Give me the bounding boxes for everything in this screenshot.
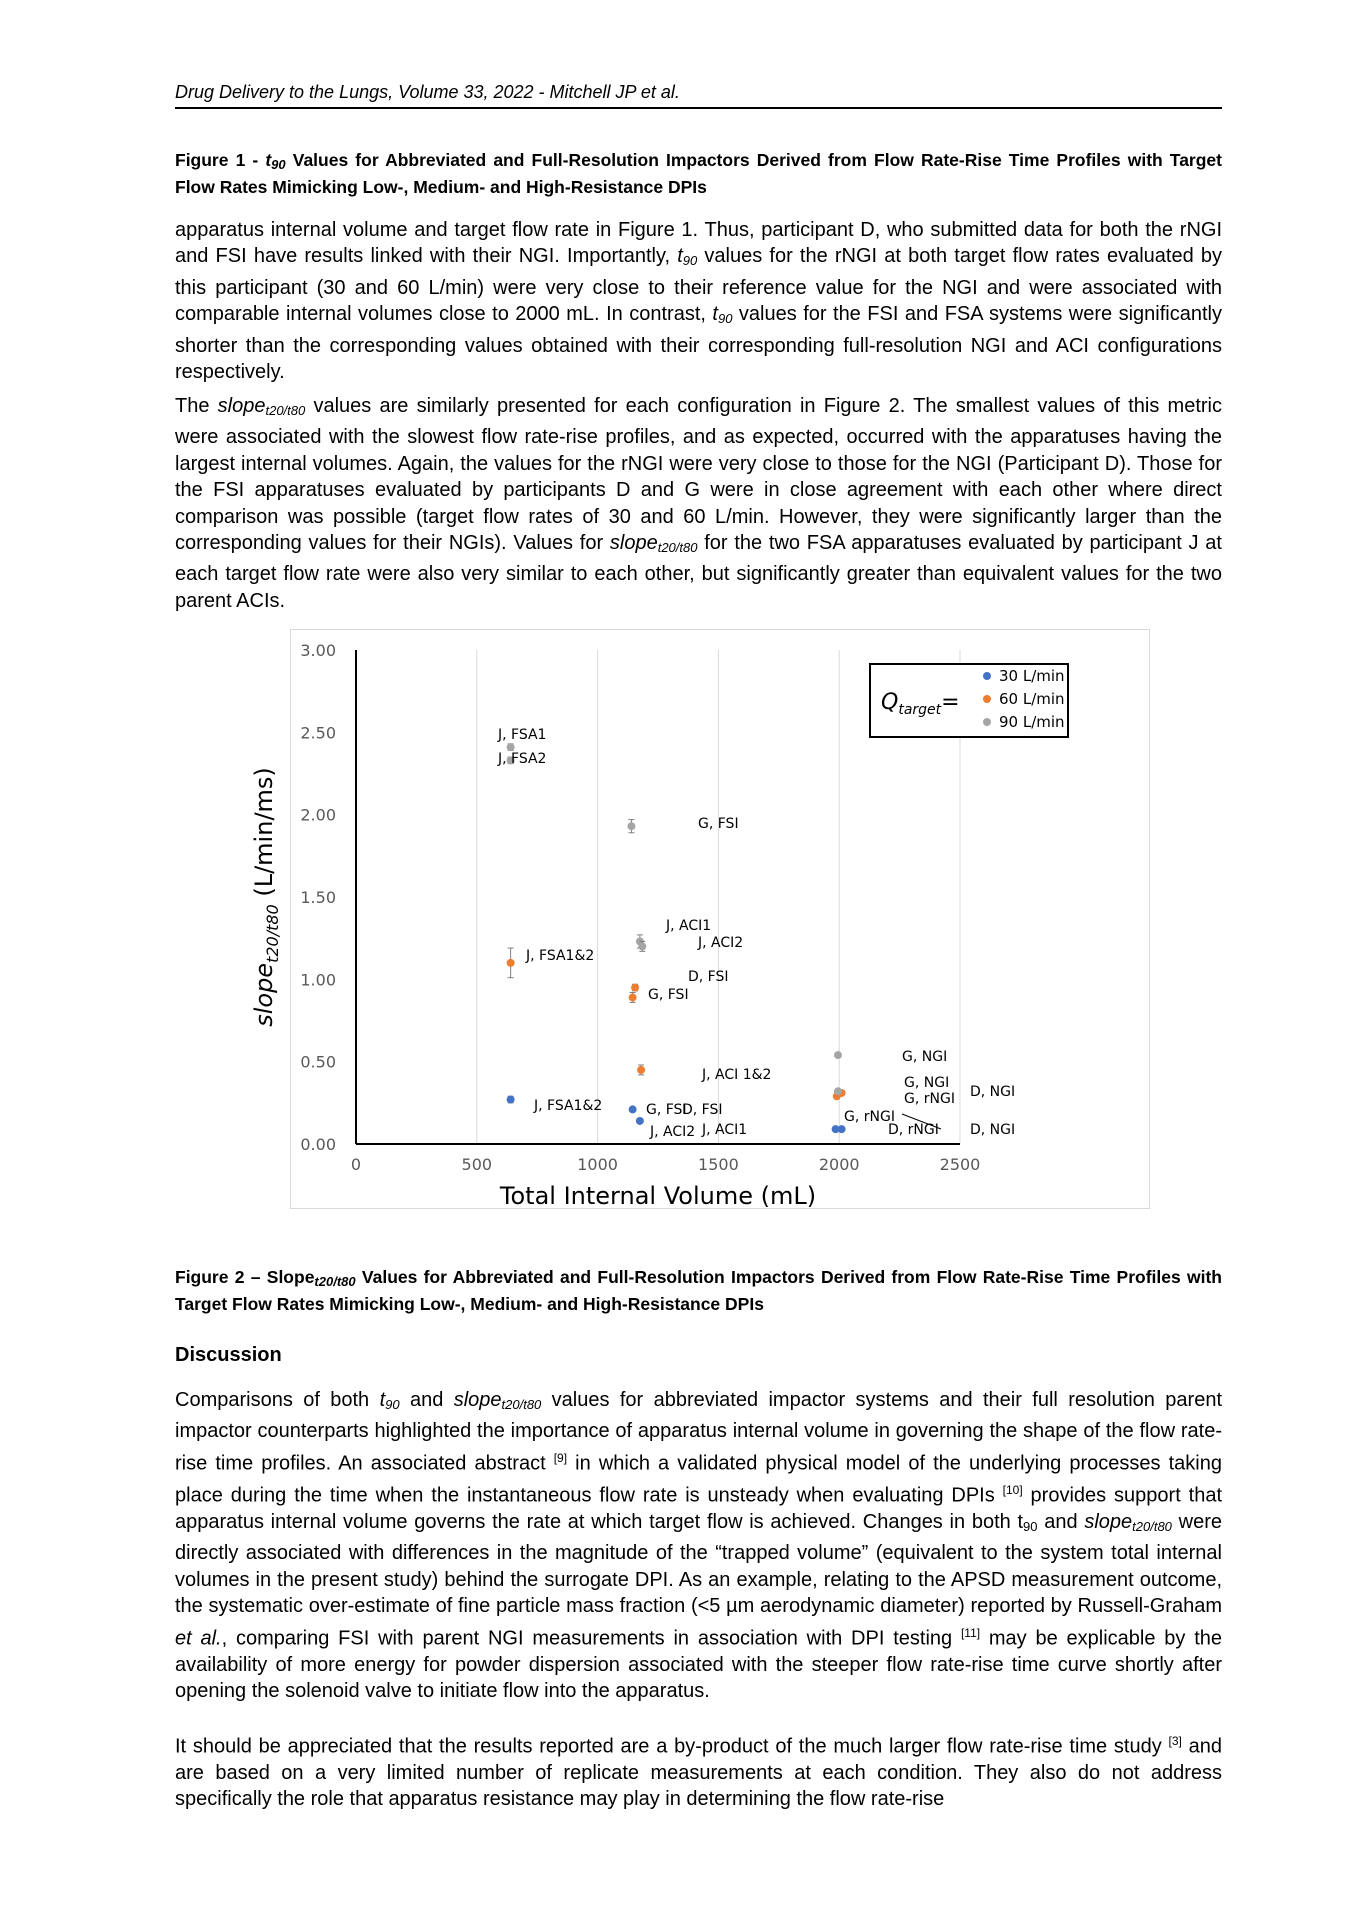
point-label: J, ACI2 — [650, 1124, 696, 1140]
legend-q-eq: = — [941, 690, 960, 715]
x-tick-label: 500 — [461, 1155, 493, 1174]
discussion-paragraph-1: Comparisons of both $t_{90}$ and slope$_{t20/t80}$ values for abbreviated impactor systems and their full resolution parent impactor counterparts highlighted the importance of apparatus internal volume in governing the shape of the flow rate-rise time profiles. An associated abstract [9] in which a validated physical model of the underlying processes taking place during the time when the instantaneous flow rate is unsteady when evaluating DPIs [10] provides support that apparatus internal volume governs the rate at which target flow is achieved. Changes in both $t_{90}$ and slope$_{t20/t80}$ were directly associated with differences in the magnitude of the “trapped volume” (equivalent to the system total internal volumes in the present study) behind the surrogate DPI. As an example, relating to the APSD measurement outcome, the systematic over-estimate of fine particle mass fraction (<5 µm aerodynamic diameter) reported by Russell-Graham et al., comparing FSI with parent NGI measurements in association with DPI testing [11] may be explicable by the availability of more energy for powder dispersion associated with the steeper flow rate-rise time curve shortly after opening the solenoid valve to initiate flow into the apparatus. — [175, 1389, 1223, 1703]
legend-entry-label: 30 L/min — [999, 667, 1065, 685]
caption-symbol: t — [265, 150, 272, 170]
paragraph-2: The slope$_{t20/t80}$ values are similarly presented for each configuration in Figure 2. The smallest values of this metric were associated with the slowest flow rate-rise profiles, and as expected, occurred with the apparatuses having the largest internal volumes. Again, the values for the rNGI were very close to those for the NGI (Participant D). Those for the FSI apparatuses evaluated by participants D and G were in close agreement with each other where direct comparison was possible (target flow rates of 30 and 60 L/min. However, they were significantly larger than the corresponding values for their NGIs). Values for slope$_{t20/t80}$ for the two FSA apparatuses evaluated by participant J at each target flow rate were also very similar to each other, but significantly greater than equivalent values for the two parent ACIs. — [175, 395, 1222, 612]
point-label: J, FSA1&2 — [534, 1098, 603, 1114]
point-label: G, FSI — [648, 987, 689, 1003]
figure1-caption — [175, 149, 1222, 199]
y-tick-label: 0.00 — [300, 1135, 336, 1154]
y-tick-label: 1.00 — [300, 970, 336, 990]
point-label: D, NGI — [970, 1084, 1016, 1100]
data-point — [834, 1087, 842, 1095]
y-axis-label-sub: t20/t80 — [263, 904, 282, 963]
data-point — [638, 942, 646, 950]
point-label: J, ACI1 — [666, 918, 712, 934]
y-tick-label: 2.00 — [300, 805, 336, 825]
caption-text: Values for Abbreviated and Full-Resolution Impactors Derived from Flow Rate-Rise Time Profiles with Target Flow Rates Mimicking Low-, Medium- and High-Resistance DPIs — [175, 150, 1222, 197]
section-heading-discussion: Discussion — [175, 1344, 282, 1366]
x-tick-label: 1000 — [577, 1155, 618, 1174]
point-label: J, ACI2 — [698, 935, 744, 951]
legend-marker — [983, 672, 991, 680]
point-label: D, FSI — [682, 1102, 723, 1118]
legend-entry-label: 90 L/min — [999, 713, 1065, 731]
caption-prefix: Figure 1 - — [175, 150, 266, 170]
x-tick-label: 2500 — [939, 1155, 981, 1174]
point-label: G, FSI — [646, 1102, 687, 1118]
legend-marker — [983, 718, 991, 726]
data-point — [507, 1096, 515, 1104]
x-tick-label: 2000 — [818, 1155, 860, 1174]
caption-symbol-sub: 90 — [271, 157, 286, 172]
x-axis-label: Total Internal Volume (mL) — [499, 1182, 817, 1210]
data-point — [629, 993, 637, 1001]
y-tick-label: 3.00 — [300, 641, 336, 660]
figure2-caption: Figure 2 – Slope$_{t20/t80}$ Values for Abbreviated and Full-Resolution Impactors Derived from Flow Rate-Rise Time Profiles with Target Flow Rates Mimicking Low-, Medium- and High-Resistance DPIs — [175, 1267, 1222, 1314]
paragraph-1: apparatus internal volume and target flow rate in Figure 1. Thus, participant D, who submitted data for both the rNGI and FSI have results linked with their NGI. Importantly, $t_{90}$ values for the rNGI at both target flow rates evaluated by this participant (30 and 60 L/min) were very close to their reference value for the NGI and were associated with comparable internal volumes close to 2000 mL. In contrast, $t_{90}$ values for the FSI and FSA systems were significantly shorter than the corresponding values obtained with their corresponding full-resolution NGI and ACI configurations respectively. — [175, 219, 1222, 384]
y-tick-label: 1.50 — [300, 888, 336, 907]
data-point — [507, 743, 515, 751]
legend-q-sub: target — [898, 702, 942, 718]
point-label: D, NGI — [970, 1122, 1016, 1138]
point-label: J, FSA1&2 — [526, 948, 595, 964]
data-point — [627, 822, 635, 830]
legend-q-main: Q — [881, 690, 899, 715]
y-axis-label — [250, 767, 282, 1027]
point-label: J, ACI1 — [702, 1122, 748, 1138]
discussion-paragraph-2: It should be appreciated that the results reported are a by-product of the much larger flow rate-rise time study [3] and are based on a very limited number of replicate measurements at each condition. They also do not address specifically the role that apparatus resistance may play in determining the flow rate-rise — [175, 1734, 1222, 1811]
data-point — [631, 984, 639, 992]
point-label: J, FSA2 — [498, 751, 547, 767]
point-label: G, rNGI — [844, 1109, 895, 1125]
y-axis-label-main: slope — [250, 962, 278, 1027]
data-point — [834, 1051, 842, 1059]
x-tick-label: 0 — [350, 1155, 362, 1174]
figure2-chart — [250, 629, 1150, 1210]
y-axis-label-unit: (L/min/ms) — [250, 767, 278, 905]
point-label: G, NGI — [902, 1049, 948, 1065]
point-label: G, FSI — [698, 816, 739, 832]
point-label: G, NGI — [904, 1075, 950, 1091]
data-point — [629, 1105, 637, 1113]
scatter-chart-svg — [250, 629, 1150, 1210]
point-label: J, ACI 1&2 — [702, 1067, 772, 1083]
running-header: Drug Delivery to the Lungs, Volume 33, 2022 - Mitchell JP et al. — [175, 82, 1222, 109]
point-label: J, FSA1 — [498, 727, 547, 743]
legend-marker — [983, 695, 991, 703]
data-point — [507, 959, 515, 967]
legend-entry-label: 60 L/min — [999, 690, 1065, 708]
y-tick-label: 0.50 — [300, 1052, 336, 1072]
point-label: G, rNGI — [904, 1091, 955, 1107]
point-label: D, rNGI — [888, 1122, 939, 1138]
point-label: D, FSI — [688, 969, 729, 985]
y-tick-label: 2.50 — [300, 723, 336, 743]
x-tick-label: 1500 — [698, 1155, 739, 1174]
data-point — [636, 1117, 644, 1125]
data-point — [637, 1066, 645, 1074]
data-point — [838, 1125, 846, 1133]
